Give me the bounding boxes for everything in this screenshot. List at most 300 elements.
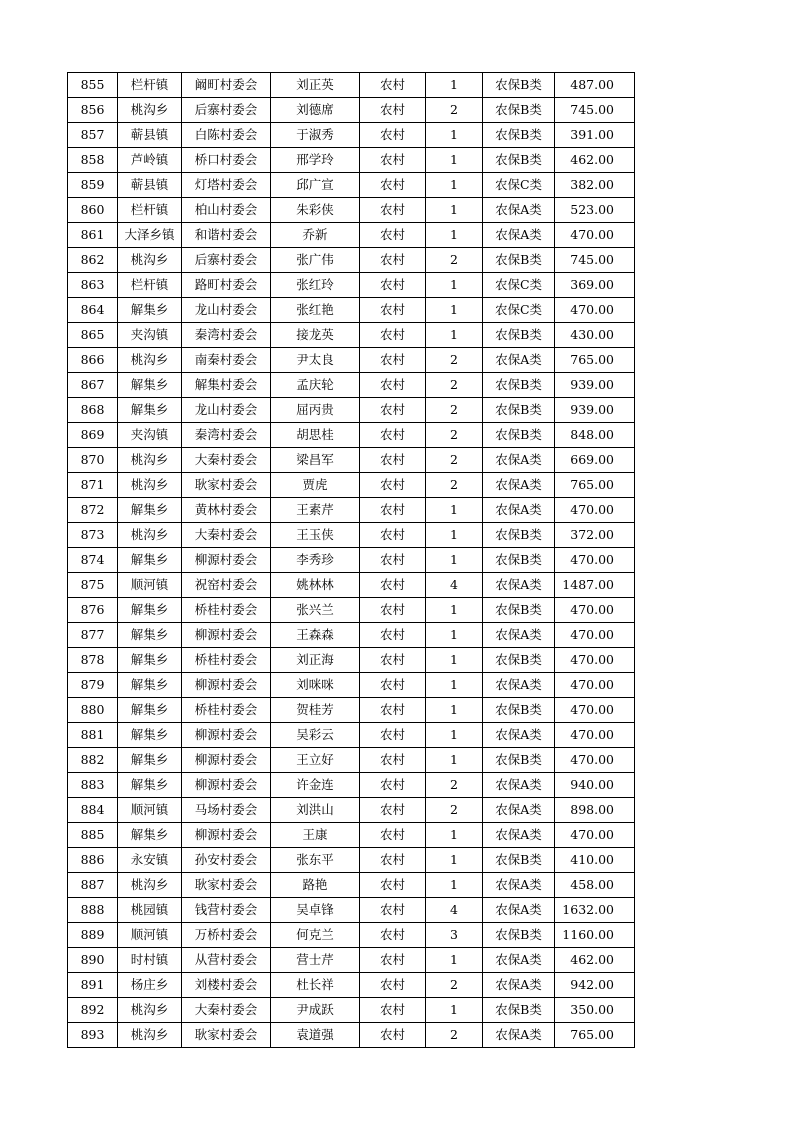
residence-type-cell: 农村 [360, 373, 426, 398]
name-cell: 孟庆轮 [271, 373, 360, 398]
amount-cell: 942.00 [555, 973, 635, 998]
township-cell: 解集乡 [118, 598, 182, 623]
name-cell: 刘正海 [271, 648, 360, 673]
insurance-category-cell: 农保A类 [483, 798, 555, 823]
table-row [68, 473, 635, 498]
row-number-cell: 884 [68, 798, 118, 823]
amount-cell: 470.00 [555, 598, 635, 623]
residence-type-cell: 农村 [360, 648, 426, 673]
township-cell: 桃沟乡 [118, 523, 182, 548]
residence-type-cell: 农村 [360, 523, 426, 548]
insurance-category-cell: 农保A类 [483, 773, 555, 798]
name-cell: 刘德席 [271, 98, 360, 123]
insurance-category-cell: 农保B类 [483, 998, 555, 1023]
township-cell: 桃沟乡 [118, 1023, 182, 1048]
household-size-cell: 2 [426, 798, 483, 823]
table-row [68, 798, 635, 823]
township-cell: 顺河镇 [118, 798, 182, 823]
row-number-cell: 889 [68, 923, 118, 948]
residence-type-cell: 农村 [360, 948, 426, 973]
name-cell: 姚林林 [271, 573, 360, 598]
village-committee-cell: 耿家村委会 [182, 1023, 271, 1048]
row-number-cell: 877 [68, 623, 118, 648]
table-row [68, 448, 635, 473]
amount-cell: 765.00 [555, 1023, 635, 1048]
residence-type-cell: 农村 [360, 223, 426, 248]
residence-type-cell: 农村 [360, 773, 426, 798]
table-row [68, 373, 635, 398]
village-committee-cell: 后寨村委会 [182, 98, 271, 123]
residence-type-cell: 农村 [360, 998, 426, 1023]
insurance-category-cell: 农保B类 [483, 548, 555, 573]
household-size-cell: 1 [426, 873, 483, 898]
amount-cell: 940.00 [555, 773, 635, 798]
household-size-cell: 2 [426, 448, 483, 473]
row-number-cell: 867 [68, 373, 118, 398]
residence-type-cell: 农村 [360, 623, 426, 648]
insurance-category-cell: 农保A类 [483, 1023, 555, 1048]
insurance-category-cell: 农保B类 [483, 248, 555, 273]
row-number-cell: 879 [68, 673, 118, 698]
residence-type-cell: 农村 [360, 973, 426, 998]
name-cell: 张红艳 [271, 298, 360, 323]
household-size-cell: 1 [426, 498, 483, 523]
name-cell: 王森森 [271, 623, 360, 648]
row-number-cell: 888 [68, 898, 118, 923]
village-committee-cell: 耿家村委会 [182, 473, 271, 498]
name-cell: 贺桂芳 [271, 698, 360, 723]
row-number-cell: 875 [68, 573, 118, 598]
residence-type-cell: 农村 [360, 923, 426, 948]
township-cell: 解集乡 [118, 548, 182, 573]
insurance-category-cell: 农保B类 [483, 923, 555, 948]
row-number-cell: 874 [68, 548, 118, 573]
insurance-category-cell: 农保B类 [483, 398, 555, 423]
amount-cell: 470.00 [555, 748, 635, 773]
township-cell: 桃园镇 [118, 898, 182, 923]
row-number-cell: 886 [68, 848, 118, 873]
row-number-cell: 873 [68, 523, 118, 548]
village-committee-cell: 柳源村委会 [182, 823, 271, 848]
amount-cell: 1632.00 [555, 898, 635, 923]
amount-cell: 898.00 [555, 798, 635, 823]
name-cell: 接龙英 [271, 323, 360, 348]
row-number-cell: 870 [68, 448, 118, 473]
village-committee-cell: 柳源村委会 [182, 748, 271, 773]
residence-type-cell: 农村 [360, 673, 426, 698]
row-number-cell: 869 [68, 423, 118, 448]
table-row [68, 998, 635, 1023]
amount-cell: 765.00 [555, 348, 635, 373]
residence-type-cell: 农村 [360, 798, 426, 823]
township-cell: 解集乡 [118, 298, 182, 323]
residence-type-cell: 农村 [360, 498, 426, 523]
table-row [68, 573, 635, 598]
row-number-cell: 859 [68, 173, 118, 198]
insurance-category-cell: 农保A类 [483, 823, 555, 848]
name-cell: 于淑秀 [271, 123, 360, 148]
name-cell: 朱彩侠 [271, 198, 360, 223]
insurance-category-cell: 农保A类 [483, 473, 555, 498]
row-number-cell: 858 [68, 148, 118, 173]
insurance-category-cell: 农保A类 [483, 223, 555, 248]
residence-type-cell: 农村 [360, 698, 426, 723]
village-committee-cell: 南秦村委会 [182, 348, 271, 373]
amount-cell: 470.00 [555, 298, 635, 323]
amount-cell: 669.00 [555, 448, 635, 473]
household-size-cell: 1 [426, 848, 483, 873]
village-committee-cell: 秦湾村委会 [182, 323, 271, 348]
table-row [68, 273, 635, 298]
residence-type-cell: 农村 [360, 873, 426, 898]
amount-cell: 470.00 [555, 498, 635, 523]
row-number-cell: 861 [68, 223, 118, 248]
village-committee-cell: 大秦村委会 [182, 448, 271, 473]
township-cell: 顺河镇 [118, 923, 182, 948]
row-number-cell: 880 [68, 698, 118, 723]
household-size-cell: 1 [426, 673, 483, 698]
name-cell: 李秀珍 [271, 548, 360, 573]
residence-type-cell: 农村 [360, 598, 426, 623]
township-cell: 解集乡 [118, 398, 182, 423]
row-number-cell: 860 [68, 198, 118, 223]
township-cell: 桃沟乡 [118, 348, 182, 373]
household-size-cell: 1 [426, 748, 483, 773]
assistance-roster-table [67, 72, 635, 1048]
township-cell: 解集乡 [118, 498, 182, 523]
household-size-cell: 1 [426, 298, 483, 323]
amount-cell: 470.00 [555, 673, 635, 698]
village-committee-cell: 桥桂村委会 [182, 598, 271, 623]
household-size-cell: 1 [426, 623, 483, 648]
village-committee-cell: 解集村委会 [182, 373, 271, 398]
township-cell: 解集乡 [118, 673, 182, 698]
row-number-cell: 878 [68, 648, 118, 673]
insurance-category-cell: 农保A类 [483, 448, 555, 473]
name-cell: 屈丙贵 [271, 398, 360, 423]
village-committee-cell: 大秦村委会 [182, 523, 271, 548]
household-size-cell: 1 [426, 123, 483, 148]
insurance-category-cell: 农保B类 [483, 698, 555, 723]
row-number-cell: 868 [68, 398, 118, 423]
name-cell: 张兴兰 [271, 598, 360, 623]
household-size-cell: 1 [426, 598, 483, 623]
amount-cell: 462.00 [555, 148, 635, 173]
amount-cell: 523.00 [555, 198, 635, 223]
amount-cell: 350.00 [555, 998, 635, 1023]
village-committee-cell: 龙山村委会 [182, 398, 271, 423]
residence-type-cell: 农村 [360, 423, 426, 448]
amount-cell: 745.00 [555, 98, 635, 123]
household-size-cell: 4 [426, 898, 483, 923]
residence-type-cell: 农村 [360, 848, 426, 873]
township-cell: 夹沟镇 [118, 423, 182, 448]
amount-cell: 430.00 [555, 323, 635, 348]
residence-type-cell: 农村 [360, 723, 426, 748]
insurance-category-cell: 农保B类 [483, 98, 555, 123]
insurance-category-cell: 农保A类 [483, 348, 555, 373]
table-row [68, 673, 635, 698]
table-body [68, 73, 635, 1048]
name-cell: 张东平 [271, 848, 360, 873]
table-row [68, 1023, 635, 1048]
amount-cell: 470.00 [555, 698, 635, 723]
residence-type-cell: 农村 [360, 1023, 426, 1048]
amount-cell: 470.00 [555, 548, 635, 573]
village-committee-cell: 桥口村委会 [182, 148, 271, 173]
insurance-category-cell: 农保B类 [483, 423, 555, 448]
township-cell: 解集乡 [118, 623, 182, 648]
household-size-cell: 1 [426, 198, 483, 223]
insurance-category-cell: 农保C类 [483, 298, 555, 323]
table-row [68, 298, 635, 323]
table-row [68, 98, 635, 123]
residence-type-cell: 农村 [360, 323, 426, 348]
village-committee-cell: 耿家村委会 [182, 873, 271, 898]
household-size-cell: 1 [426, 698, 483, 723]
table-row [68, 923, 635, 948]
insurance-category-cell: 农保B类 [483, 598, 555, 623]
village-committee-cell: 刘楼村委会 [182, 973, 271, 998]
name-cell: 王立好 [271, 748, 360, 773]
household-size-cell: 1 [426, 73, 483, 98]
row-number-cell: 887 [68, 873, 118, 898]
township-cell: 桃沟乡 [118, 998, 182, 1023]
household-size-cell: 2 [426, 973, 483, 998]
residence-type-cell: 农村 [360, 448, 426, 473]
name-cell: 尹成跃 [271, 998, 360, 1023]
township-cell: 解集乡 [118, 698, 182, 723]
row-number-cell: 856 [68, 98, 118, 123]
village-committee-cell: 柳源村委会 [182, 773, 271, 798]
residence-type-cell: 农村 [360, 273, 426, 298]
residence-type-cell: 农村 [360, 473, 426, 498]
amount-cell: 470.00 [555, 648, 635, 673]
name-cell: 张广伟 [271, 248, 360, 273]
insurance-category-cell: 农保A类 [483, 898, 555, 923]
row-number-cell: 876 [68, 598, 118, 623]
amount-cell: 470.00 [555, 223, 635, 248]
township-cell: 桃沟乡 [118, 248, 182, 273]
household-size-cell: 2 [426, 373, 483, 398]
row-number-cell: 866 [68, 348, 118, 373]
table-row [68, 598, 635, 623]
table-row [68, 398, 635, 423]
residence-type-cell: 农村 [360, 823, 426, 848]
household-size-cell: 2 [426, 473, 483, 498]
residence-type-cell: 农村 [360, 248, 426, 273]
village-committee-cell: 灯塔村委会 [182, 173, 271, 198]
household-size-cell: 2 [426, 248, 483, 273]
township-cell: 解集乡 [118, 373, 182, 398]
township-cell: 蕲县镇 [118, 123, 182, 148]
household-size-cell: 1 [426, 948, 483, 973]
village-committee-cell: 钱营村委会 [182, 898, 271, 923]
insurance-category-cell: 农保A类 [483, 573, 555, 598]
table-row [68, 73, 635, 98]
household-size-cell: 1 [426, 173, 483, 198]
row-number-cell: 865 [68, 323, 118, 348]
township-cell: 时村镇 [118, 948, 182, 973]
row-number-cell: 883 [68, 773, 118, 798]
residence-type-cell: 农村 [360, 298, 426, 323]
name-cell: 乔新 [271, 223, 360, 248]
table-row [68, 973, 635, 998]
household-size-cell: 1 [426, 523, 483, 548]
household-size-cell: 2 [426, 348, 483, 373]
name-cell: 胡思桂 [271, 423, 360, 448]
name-cell: 袁道强 [271, 1023, 360, 1048]
name-cell: 吴彩云 [271, 723, 360, 748]
village-committee-cell: 祝窑村委会 [182, 573, 271, 598]
name-cell: 刘咪咪 [271, 673, 360, 698]
name-cell: 贾虎 [271, 473, 360, 498]
insurance-category-cell: 农保A类 [483, 973, 555, 998]
amount-cell: 410.00 [555, 848, 635, 873]
residence-type-cell: 农村 [360, 198, 426, 223]
insurance-category-cell: 农保B类 [483, 73, 555, 98]
table-row [68, 623, 635, 648]
row-number-cell: 863 [68, 273, 118, 298]
amount-cell: 1160.00 [555, 923, 635, 948]
row-number-cell: 892 [68, 998, 118, 1023]
household-size-cell: 4 [426, 573, 483, 598]
household-size-cell: 2 [426, 98, 483, 123]
table-row [68, 173, 635, 198]
village-committee-cell: 桥桂村委会 [182, 648, 271, 673]
insurance-category-cell: 农保B类 [483, 648, 555, 673]
table-row [68, 773, 635, 798]
table-row [68, 548, 635, 573]
insurance-category-cell: 农保A类 [483, 498, 555, 523]
table-row [68, 823, 635, 848]
village-committee-cell: 阚町村委会 [182, 73, 271, 98]
insurance-category-cell: 农保A类 [483, 198, 555, 223]
township-cell: 栏杆镇 [118, 73, 182, 98]
township-cell: 顺河镇 [118, 573, 182, 598]
row-number-cell: 881 [68, 723, 118, 748]
name-cell: 路艳 [271, 873, 360, 898]
table-row [68, 848, 635, 873]
amount-cell: 391.00 [555, 123, 635, 148]
row-number-cell: 862 [68, 248, 118, 273]
table-row [68, 423, 635, 448]
township-cell: 栏杆镇 [118, 273, 182, 298]
household-size-cell: 1 [426, 998, 483, 1023]
village-committee-cell: 柳源村委会 [182, 723, 271, 748]
village-committee-cell: 柳源村委会 [182, 673, 271, 698]
table-row [68, 148, 635, 173]
township-cell: 芦岭镇 [118, 148, 182, 173]
insurance-category-cell: 农保B类 [483, 748, 555, 773]
insurance-category-cell: 农保A类 [483, 723, 555, 748]
insurance-category-cell: 农保B类 [483, 323, 555, 348]
household-size-cell: 1 [426, 273, 483, 298]
residence-type-cell: 农村 [360, 148, 426, 173]
name-cell: 营士芹 [271, 948, 360, 973]
amount-cell: 470.00 [555, 823, 635, 848]
amount-cell: 382.00 [555, 173, 635, 198]
residence-type-cell: 农村 [360, 548, 426, 573]
row-number-cell: 855 [68, 73, 118, 98]
township-cell: 解集乡 [118, 648, 182, 673]
row-number-cell: 882 [68, 748, 118, 773]
table-row [68, 348, 635, 373]
household-size-cell: 1 [426, 823, 483, 848]
household-size-cell: 1 [426, 223, 483, 248]
table-row [68, 198, 635, 223]
table-row [68, 748, 635, 773]
row-number-cell: 871 [68, 473, 118, 498]
row-number-cell: 857 [68, 123, 118, 148]
village-committee-cell: 路町村委会 [182, 273, 271, 298]
household-size-cell: 2 [426, 398, 483, 423]
residence-type-cell: 农村 [360, 348, 426, 373]
household-size-cell: 1 [426, 323, 483, 348]
table-row [68, 123, 635, 148]
row-number-cell: 864 [68, 298, 118, 323]
row-number-cell: 872 [68, 498, 118, 523]
table-row [68, 898, 635, 923]
name-cell: 许金连 [271, 773, 360, 798]
residence-type-cell: 农村 [360, 898, 426, 923]
household-size-cell: 3 [426, 923, 483, 948]
name-cell: 王康 [271, 823, 360, 848]
name-cell: 吴卓锋 [271, 898, 360, 923]
amount-cell: 848.00 [555, 423, 635, 448]
table-row [68, 248, 635, 273]
village-committee-cell: 柳源村委会 [182, 548, 271, 573]
row-number-cell: 891 [68, 973, 118, 998]
township-cell: 栏杆镇 [118, 198, 182, 223]
name-cell: 刘洪山 [271, 798, 360, 823]
township-cell: 夹沟镇 [118, 323, 182, 348]
village-committee-cell: 秦湾村委会 [182, 423, 271, 448]
amount-cell: 487.00 [555, 73, 635, 98]
township-cell: 杨庄乡 [118, 973, 182, 998]
residence-type-cell: 农村 [360, 573, 426, 598]
village-committee-cell: 龙山村委会 [182, 298, 271, 323]
table-row [68, 698, 635, 723]
residence-type-cell: 农村 [360, 173, 426, 198]
row-number-cell: 893 [68, 1023, 118, 1048]
insurance-category-cell: 农保B类 [483, 373, 555, 398]
village-committee-cell: 后寨村委会 [182, 248, 271, 273]
insurance-category-cell: 农保C类 [483, 173, 555, 198]
table-row [68, 523, 635, 548]
residence-type-cell: 农村 [360, 73, 426, 98]
name-cell: 邢学玲 [271, 148, 360, 173]
table-row [68, 498, 635, 523]
township-cell: 解集乡 [118, 823, 182, 848]
table-row [68, 948, 635, 973]
township-cell: 解集乡 [118, 773, 182, 798]
name-cell: 尹太良 [271, 348, 360, 373]
table-row [68, 873, 635, 898]
residence-type-cell: 农村 [360, 398, 426, 423]
insurance-category-cell: 农保B类 [483, 523, 555, 548]
insurance-category-cell: 农保A类 [483, 673, 555, 698]
village-committee-cell: 孙安村委会 [182, 848, 271, 873]
village-committee-cell: 白陈村委会 [182, 123, 271, 148]
row-number-cell: 885 [68, 823, 118, 848]
table-row [68, 323, 635, 348]
township-cell: 永安镇 [118, 848, 182, 873]
township-cell: 桃沟乡 [118, 98, 182, 123]
name-cell: 何克兰 [271, 923, 360, 948]
village-committee-cell: 从营村委会 [182, 948, 271, 973]
township-cell: 解集乡 [118, 748, 182, 773]
